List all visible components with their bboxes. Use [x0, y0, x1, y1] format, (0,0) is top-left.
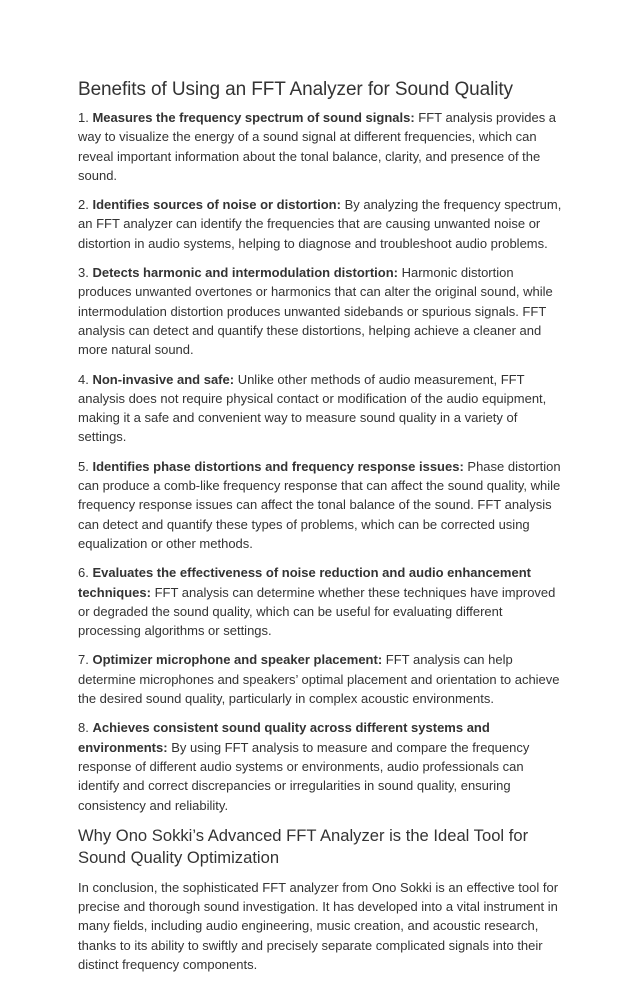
benefit-text: Unlike other methods of audio measurement, FFT analysis does not require physical contact or modification of the audio equipment, making it a safe and convenient way to measure sound quality in a variety of settings.	[78, 371, 547, 445]
benefit-number: 5.	[78, 458, 93, 474]
benefit-text: Harmonic distortion produces unwanted overtones or harmonics that can alter the original sound, while intermodulation distortion produces unwanted sidebands or spurious signals. FFT analysis can detect and quantify these distortions, helping achieve a cleaner and more natural sound.	[78, 265, 553, 358]
section-heading-benefits: Benefits of Using an FFT Analyzer for Sound Quality	[78, 79, 513, 100]
document-page	[78, 78, 564, 984]
benefit-title: Evaluates the effectiveness of noise reduction and audio enhancement techniques:	[78, 565, 531, 600]
benefit-number: 4.	[78, 371, 93, 387]
benefit-text: FFT analysis provides a way to visualize the energy of a sound signal at different frequencies, which can reveal important information about the tonal balance, clarity, and presence of the sound.	[78, 110, 557, 183]
benefit-item-4	[78, 370, 564, 447]
benefit-number: 1.	[78, 110, 93, 125]
conclusion-paragraph: In conclusion, the sophisticated FFT analyzer from Ono Sokki is an effective tool for precise and thorough sound investigation. It has developed into a vital instrument in many fields, including audio engineering, music creation, and acoustic research, thanks to its ability to swiftly and precisely separate complicated signals into their distinct frequency components.	[78, 879, 559, 972]
benefit-title: Identifies phase distortions and frequency response issues:	[92, 458, 464, 474]
benefit-text: FFT analysis can help determine microphones and speakers’ optimal placement and orientation to achieve the desired sound quality, particularly in complex acoustic environments.	[78, 652, 560, 707]
benefit-item-2	[78, 195, 564, 253]
benefit-item-7	[78, 650, 564, 708]
benefit-title: Detects harmonic and intermodulation distortion:	[92, 265, 398, 281]
benefit-text: FFT analysis can determine whether these techniques have improved or degraded the sound quality, which can be useful for evaluating different processing algorithms or settings.	[78, 584, 556, 639]
benefit-title: Measures the frequency spectrum of sound signals:	[92, 110, 415, 125]
benefit-number: 6.	[78, 565, 93, 581]
benefit-item-3	[78, 263, 564, 359]
benefit-title: Achieves consistent sound quality across different systems and environments:	[78, 720, 490, 755]
section-heading-why-ono-sokki: Why Ono Sokki’s Advanced FFT Analyzer is the Ideal Tool for Sound Quality Optimization	[78, 825, 529, 868]
benefit-text: By analyzing the frequency spectrum, an FFT analyzer can identify the frequencies that are causing unwanted noise or distortion in audio systems, helping to diagnose and troubleshoot audio problems.	[78, 197, 562, 251]
benefit-item-5	[78, 457, 564, 553]
benefit-number: 8.	[78, 720, 93, 736]
benefit-text: By using FFT analysis to measure and compare the frequency response of different audio systems or environments, audio professionals can identify and correct discrepancies or irregularities in sound quality, ensuring consistency and reliability.	[78, 739, 530, 813]
benefit-item-8	[78, 718, 564, 814]
benefit-number: 3.	[78, 265, 93, 281]
benefit-title: Identifies sources of noise or distortion:	[92, 197, 341, 213]
benefit-title: Non-invasive and safe:	[92, 371, 235, 387]
benefit-number: 2.	[78, 197, 93, 213]
benefit-number: 7.	[78, 652, 93, 668]
benefit-item-1	[78, 108, 564, 185]
benefit-item-6	[78, 563, 564, 640]
benefit-text: Phase distortion can produce a comb-like frequency response that can affect the sound quality, while frequency response issues can affect the tonal balance of the sound. FFT analysis can detect and quantify these types of problems, which can be corrected using equalization or other methods.	[78, 458, 561, 551]
benefit-title: Optimizer microphone and speaker placement:	[92, 652, 383, 668]
